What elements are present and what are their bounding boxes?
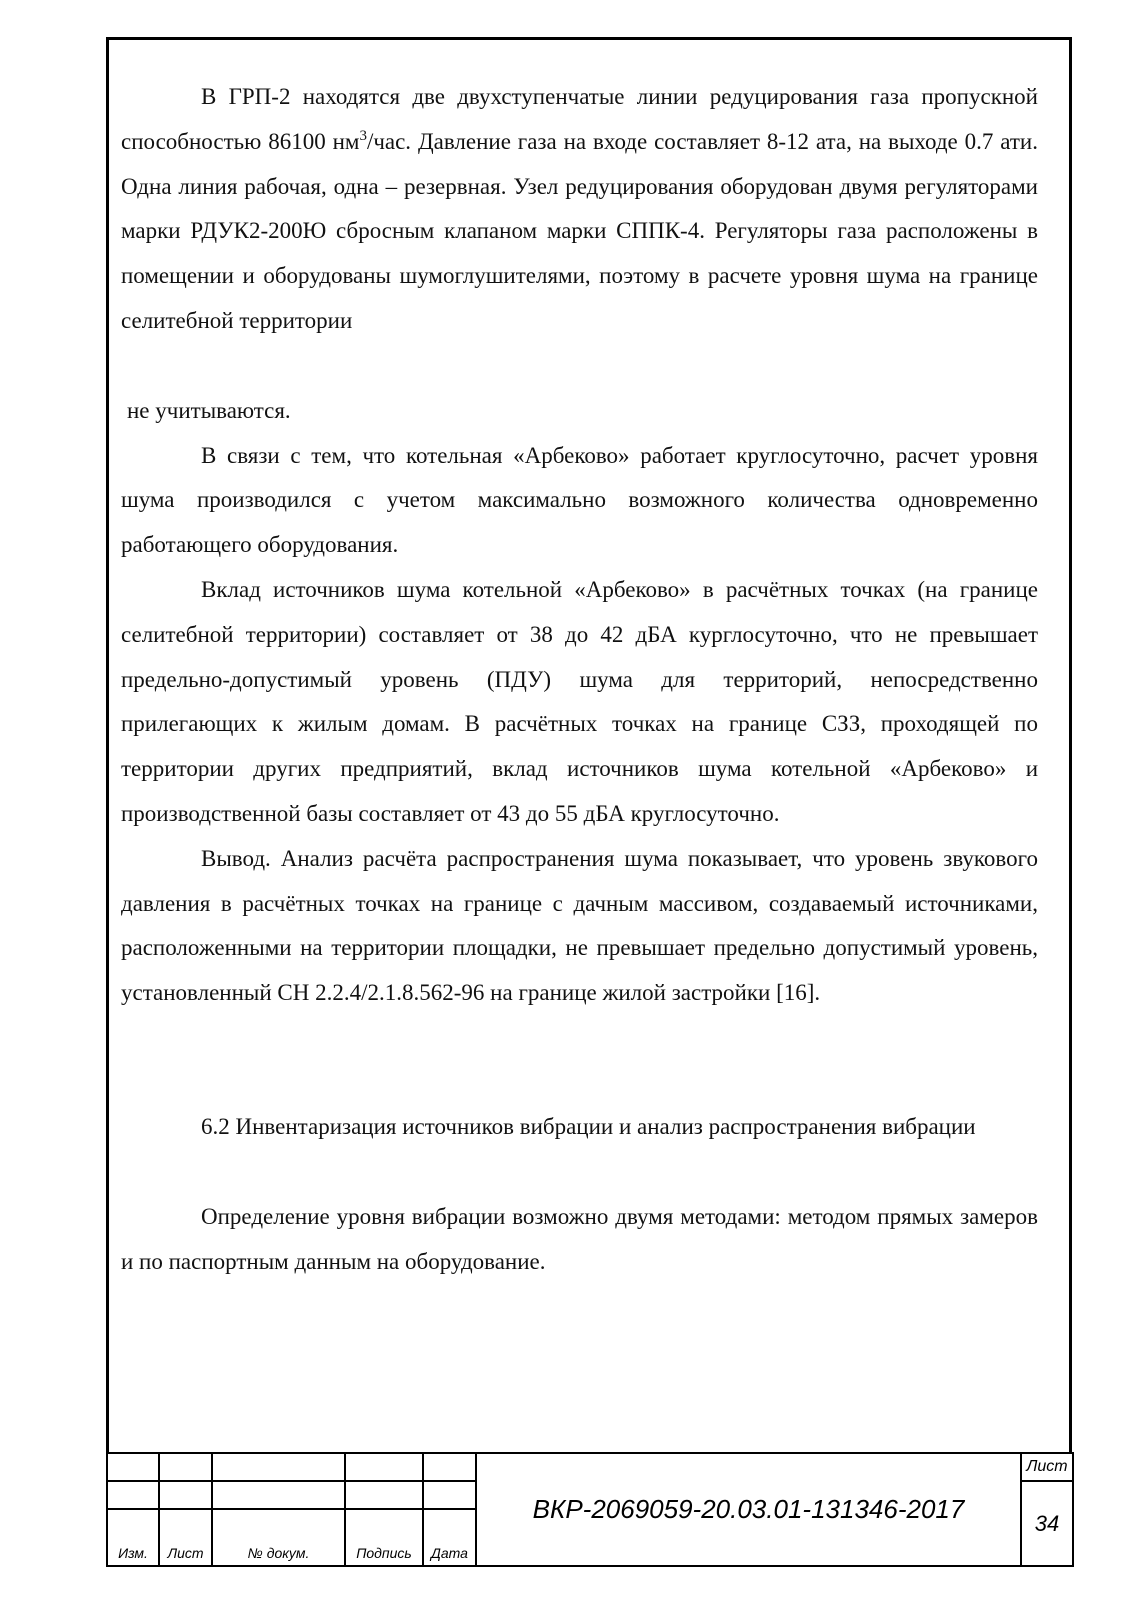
superscript-cubic: 3 (359, 127, 367, 144)
paragraph-grp2 (121, 75, 1038, 344)
stamp-label-sign: Подпись (345, 1509, 423, 1566)
stamp-cell (212, 1481, 345, 1509)
stamp-cell (107, 1481, 159, 1509)
stamp-cell (423, 1453, 476, 1481)
stamp-cell (212, 1453, 345, 1481)
paragraph-vibration-methods: Определение уровня вибрации возможно двумя методами: методом прямых замеров и по паспортным данным на оборудование. (121, 1203, 1038, 1274)
stamp-cell (159, 1481, 212, 1509)
stamp-cell (345, 1481, 423, 1509)
section-heading: 6.2 Инвентаризация источников вибрации и анализ распространения вибрации (201, 1113, 976, 1139)
paragraph-grp2-part1: В ГРП-2 находятся две двухступенчатые линии редуцирования газа пропускной способностью 86100 нм (121, 84, 1038, 154)
stamp-label-izm: Изм. (107, 1509, 159, 1566)
document-body (121, 75, 1038, 1284)
stamp-label-date: Дата (423, 1509, 476, 1566)
paragraph-noise-contribution: Вклад источников шума котельной «Арбеково» в расчётных точках (на границе селитебной территории) составляет от 38 до 42 дБА курглосуточно, что не превышает предельно-допустимый уровень (ПДУ) шума для территорий, непосредственно прилегающих к жилым домам. В расчётных точках на границе СЗЗ, проходящей по территории других предприятий, вклад источников шума котельной «Арбеково» и производственной базы составляет от 43 до 55 дБА круглосуточно. (121, 576, 1038, 826)
sheet-number: 34 (1021, 1481, 1073, 1566)
paragraph-round-the-clock: В связи с тем, что котельная «Арбеково» работает круглосуточно, расчет уровня шума производился с учетом максимально возможного количества одновременно работающего оборудования. (121, 442, 1038, 558)
title-block (106, 1452, 1074, 1567)
paragraph-grp2-part2: /час. Давление газа на входе составляет 8-12 ата, на выходе 0.7 ати. Одна линия рабочая, одна – резервная. Узел редуцирования оборудован двумя регуляторами марки РДУК2-200Ю сбросным клапаном марки СППК-4. Регуляторы газа расположены в помещении и оборудованы шумоглушителями, поэтому в расчете уровня шума на границе селитебной территории (121, 128, 1038, 333)
stamp-cell (345, 1453, 423, 1481)
sheet-label: Лист (1021, 1453, 1073, 1481)
stamp-cell (107, 1453, 159, 1481)
stamp-label-doc: № докум. (212, 1509, 345, 1566)
paragraph-continuation: не учитываются. (127, 397, 291, 423)
stamp-cell (423, 1481, 476, 1509)
document-code: ВКР-2069059-20.03.01-131346-2017 (476, 1453, 1021, 1566)
paragraph-conclusion: Вывод. Анализ расчёта распространения шума показывает, что уровень звукового давления в расчётных точках на границе с дачным массивом, создаваемый источниками, расположенными на территории площадки, не превышает предельно допустимый уровень, установленный СН 2.2.4/2.1.8.562-96 на границе жилой застройки [16]. (121, 845, 1038, 1006)
stamp-cell (159, 1453, 212, 1481)
stamp-label-list: Лист (159, 1509, 212, 1566)
